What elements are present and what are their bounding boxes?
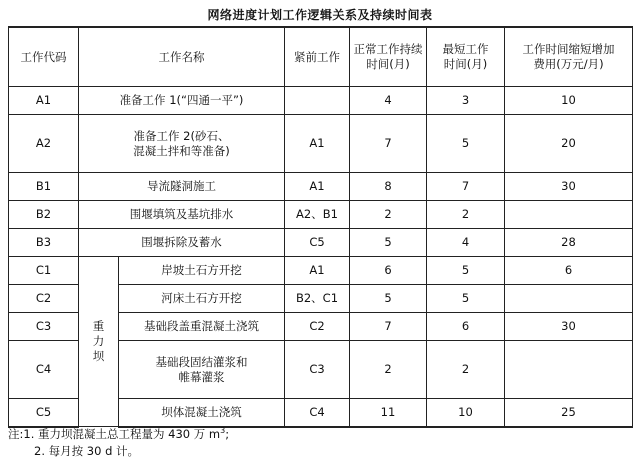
cell-name	[79, 201, 285, 229]
cell-cost: 30	[505, 313, 633, 341]
cell-name-line: 混凝土拌和等准备)	[133, 143, 230, 158]
cell-normal: 7	[350, 313, 427, 341]
note-1-suffix: ;	[225, 426, 230, 441]
cell-code: A2	[9, 115, 79, 173]
cell-predecessor: C3	[285, 341, 350, 399]
header-cost-line: 费用(万元/月)	[533, 57, 604, 71]
cell-code: C4	[9, 341, 79, 399]
cell-name-line: 河床土石方开挖	[161, 291, 242, 305]
cell-name-line: 坝体混凝土浇筑	[161, 404, 242, 419]
cell-normal: 11	[350, 399, 427, 427]
table-notes	[8, 422, 229, 460]
group-label-char: 力	[92, 334, 105, 348]
table-row	[9, 257, 633, 285]
header-cost-increase	[505, 27, 633, 87]
header-code: 工作代码	[9, 27, 79, 87]
cell-normal: 7	[350, 115, 427, 173]
cell-shortest: 10	[427, 399, 505, 427]
cell-predecessor: A1	[285, 173, 350, 201]
cell-cost	[505, 341, 633, 399]
cell-shortest: 6	[427, 313, 505, 341]
cell-cost: 6	[505, 257, 633, 285]
cell-shortest: 3	[427, 87, 505, 115]
cell-name-line: 岸坡土石方开挖	[161, 263, 242, 277]
note-1-text: 注:1. 重力坝混凝土总工程量为 430 万 m	[8, 426, 221, 441]
cell-name	[79, 229, 285, 257]
header-shortest-line: 时间(月)	[443, 57, 488, 71]
group-gravity-dam	[79, 257, 119, 427]
header-normal-line: 时间(月)	[366, 57, 410, 71]
cell-shortest: 5	[427, 285, 505, 313]
cell-code: C5	[9, 399, 79, 427]
cell-cost: 10	[505, 87, 633, 115]
cell-cost: 20	[505, 115, 633, 173]
header-name: 工作名称	[79, 27, 285, 87]
cell-predecessor	[285, 87, 350, 115]
cell-name-line: 准备工作 2(砂石、	[133, 128, 230, 143]
cell-cost: 25	[505, 399, 633, 427]
cell-predecessor: B2、C1	[285, 285, 350, 313]
cell-shortest: 4	[427, 229, 505, 257]
cell-code: C1	[9, 257, 79, 285]
cell-code: C2	[9, 285, 79, 313]
table-row	[9, 229, 633, 257]
header-shortest-line: 最短工作	[442, 42, 489, 56]
note-1	[8, 422, 229, 443]
cell-name	[119, 313, 285, 341]
cell-name-line: 基础段盖重混凝土浇筑	[144, 319, 259, 333]
cell-shortest: 5	[427, 115, 505, 173]
cell-predecessor: C5	[285, 229, 350, 257]
cell-name	[119, 341, 285, 399]
cell-code: A1	[9, 87, 79, 115]
cell-normal: 2	[350, 201, 427, 229]
cell-cost: 30	[505, 173, 633, 201]
cell-shortest: 2	[427, 341, 505, 399]
table-row	[9, 115, 633, 173]
cell-predecessor: A2、B1	[285, 201, 350, 229]
cell-name	[79, 87, 285, 115]
cell-code: B2	[9, 201, 79, 229]
cell-name-line: 围堰拆除及蓄水	[141, 235, 222, 249]
header-shortest-duration	[427, 27, 505, 87]
cell-predecessor: C2	[285, 313, 350, 341]
cell-shortest: 7	[427, 173, 505, 201]
cell-name-line: 基础段固结灌浆和	[155, 354, 248, 369]
header-predecessor: 紧前工作	[285, 27, 350, 87]
group-label-char: 重	[92, 319, 105, 333]
header-row	[9, 27, 633, 87]
note-2: 2. 每月按 30 d 计。	[34, 443, 140, 458]
cell-normal: 5	[350, 229, 427, 257]
group-label-char: 坝	[92, 349, 105, 363]
cell-code: C3	[9, 313, 79, 341]
cell-shortest: 2	[427, 201, 505, 229]
cell-normal: 6	[350, 257, 427, 285]
cell-cost	[505, 285, 633, 313]
cell-cost: 28	[505, 229, 633, 257]
header-cost-line: 工作时间缩短增加	[522, 42, 615, 56]
cell-predecessor: A1	[285, 257, 350, 285]
note-1-superscript: 3	[220, 426, 226, 435]
cell-code: B1	[9, 173, 79, 201]
table-row	[9, 201, 633, 229]
cell-name	[79, 173, 285, 201]
table-row	[9, 173, 633, 201]
cell-name-line: 围堰填筑及基坑排水	[129, 207, 234, 221]
cell-shortest: 5	[427, 257, 505, 285]
cell-name-line: 帷幕灌浆	[178, 369, 225, 384]
header-normal-duration	[350, 27, 427, 87]
cell-code: B3	[9, 229, 79, 257]
schedule-table	[8, 26, 633, 428]
cell-name-line: 准备工作 1(“四通一平”)	[119, 93, 244, 107]
cell-name	[79, 115, 285, 173]
cell-name-line: 导流隧洞施工	[147, 179, 216, 193]
header-normal-line: 正常工作持续	[353, 42, 423, 56]
cell-predecessor: C4	[285, 399, 350, 427]
cell-normal: 5	[350, 285, 427, 313]
cell-predecessor: A1	[285, 115, 350, 173]
cell-name	[119, 257, 285, 285]
cell-name	[119, 285, 285, 313]
table-title: 网络进度计划工作逻辑关系及持续时间表	[207, 8, 433, 22]
cell-normal: 2	[350, 341, 427, 399]
cell-normal: 4	[350, 87, 427, 115]
table-row	[9, 87, 633, 115]
cell-normal: 8	[350, 173, 427, 201]
cell-cost	[505, 201, 633, 229]
